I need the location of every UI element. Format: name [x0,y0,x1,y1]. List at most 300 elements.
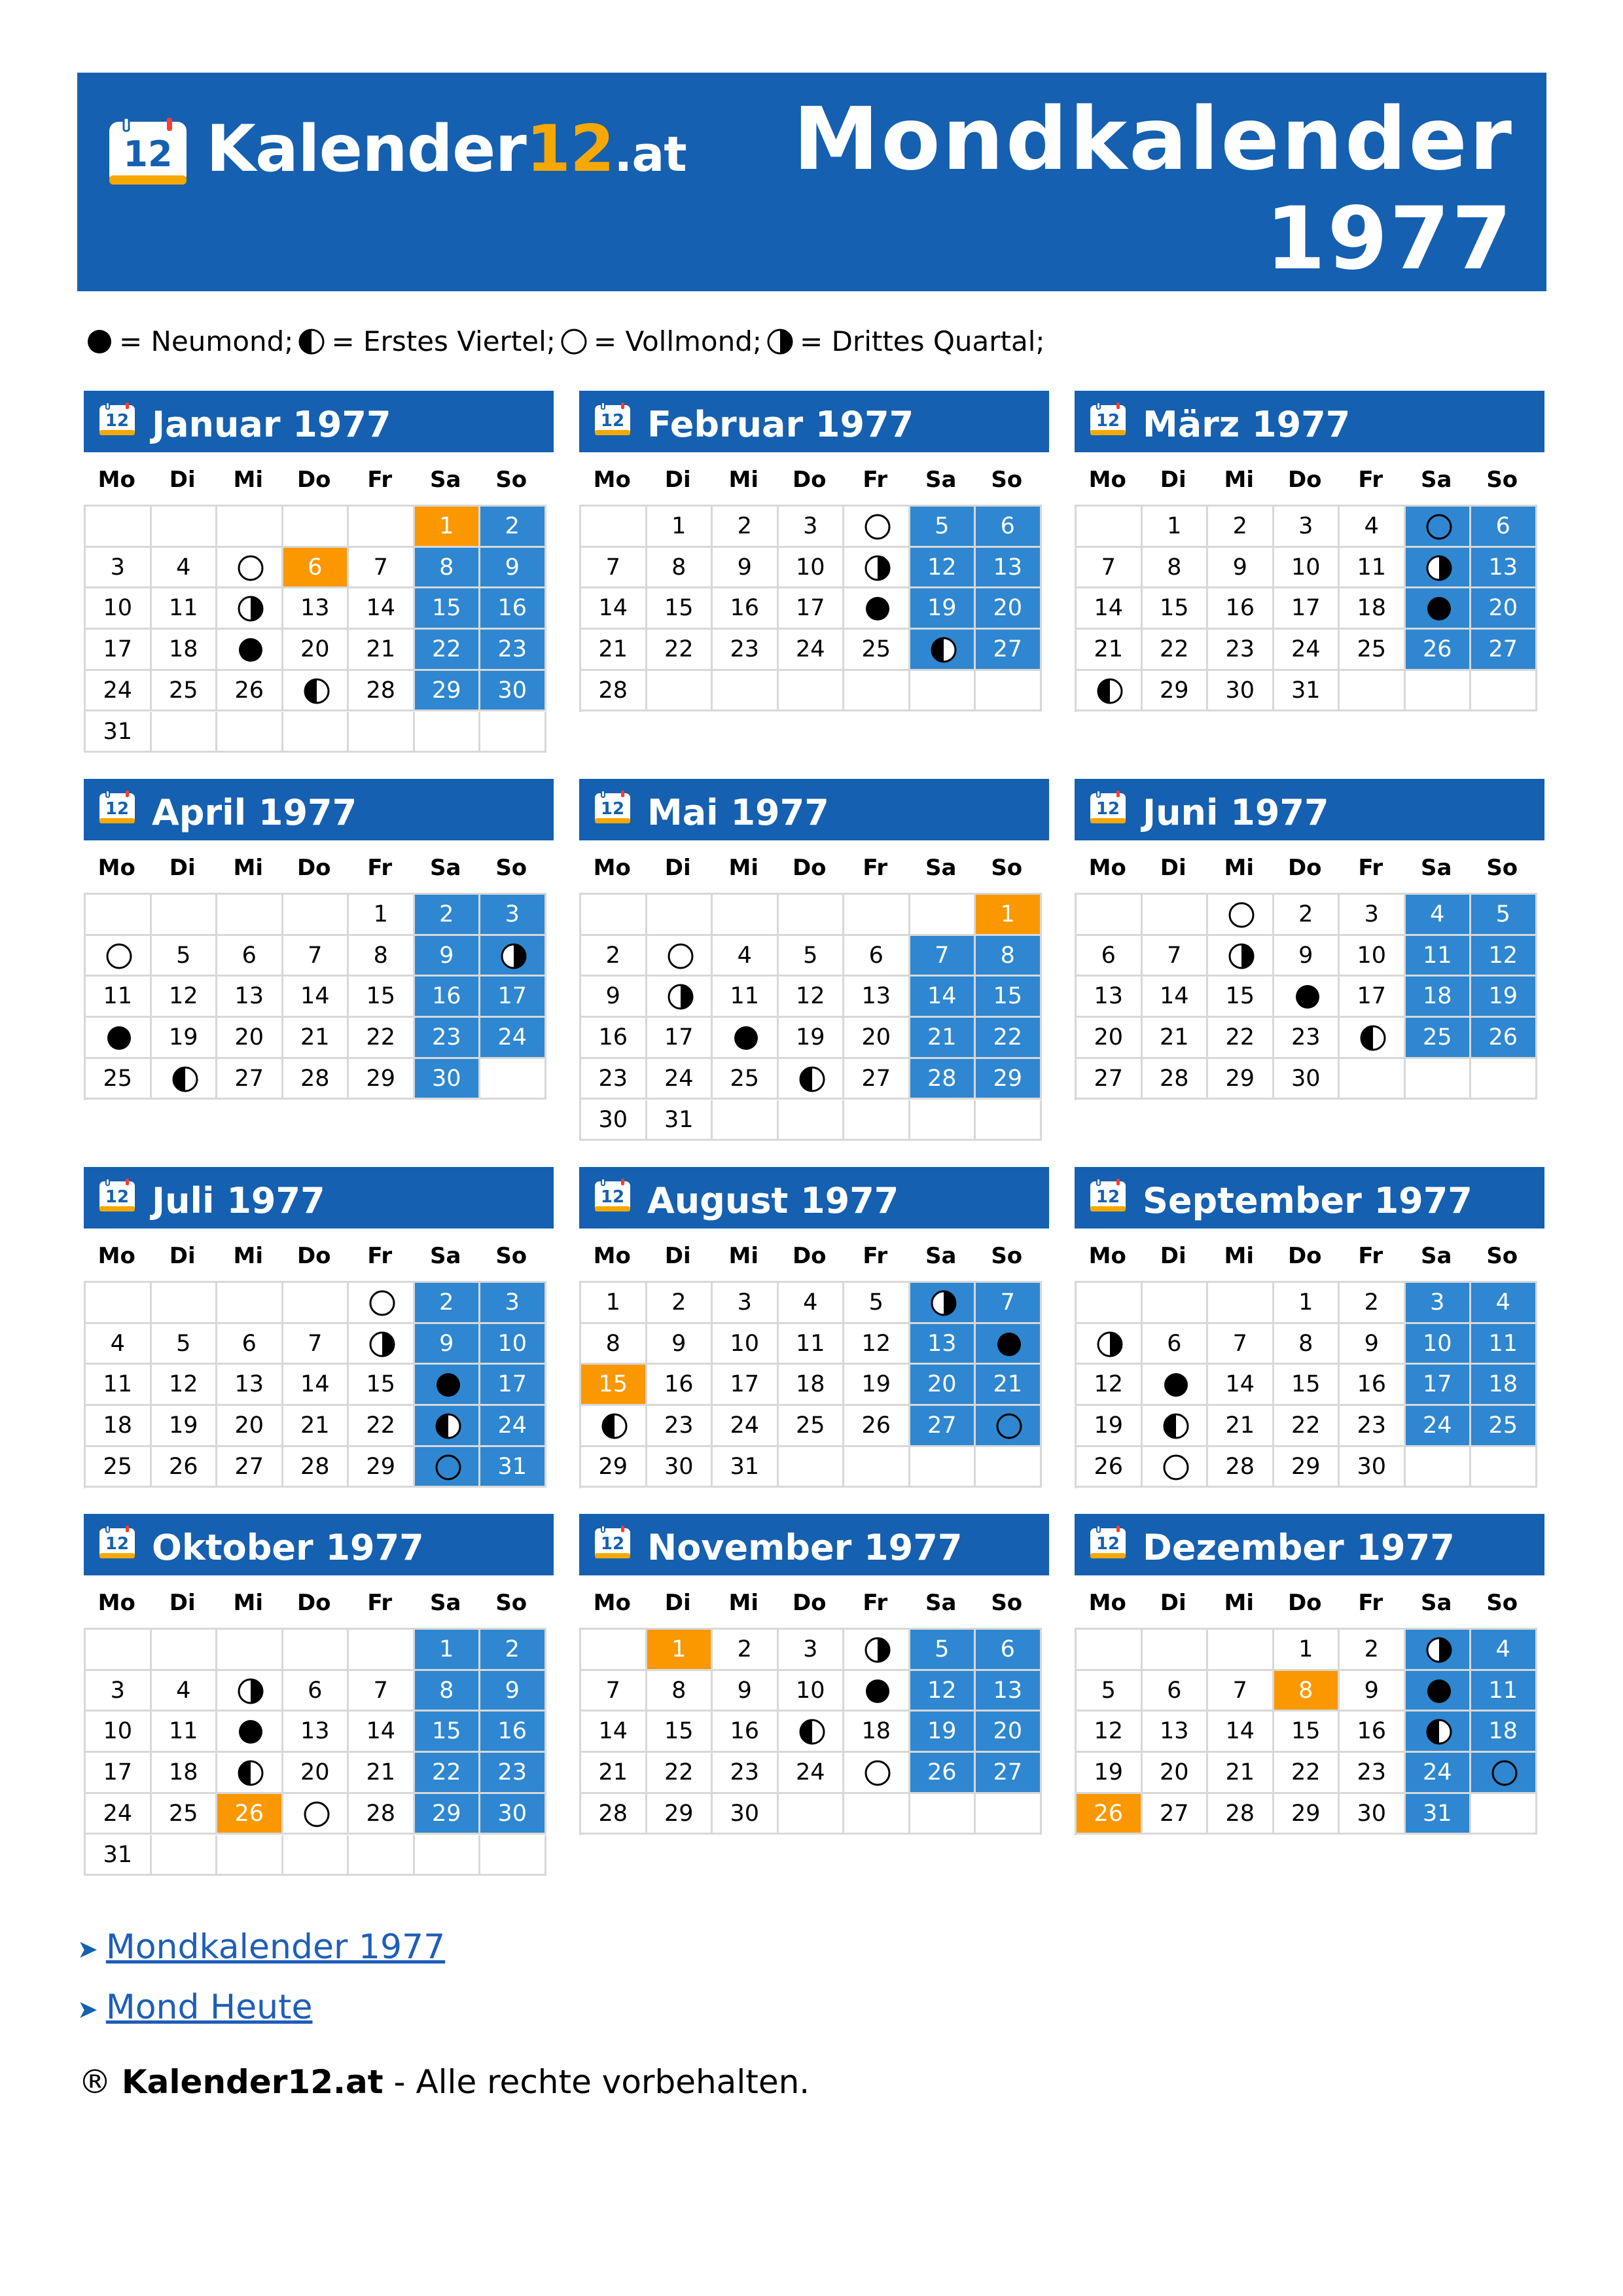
day-cell[interactable]: 6 [1143,1324,1209,1365]
day-cell[interactable] [283,671,349,712]
day-cell[interactable] [217,630,283,671]
day-cell[interactable]: 24 [86,1794,152,1835]
day-cell[interactable]: 4 [1471,1630,1537,1671]
day-cell[interactable]: 13 [1143,1712,1209,1753]
day-cell[interactable]: 11 [1471,1671,1537,1712]
day-cell[interactable]: 16 [415,977,481,1018]
day-cell[interactable]: 8 [1143,548,1209,589]
day-cell[interactable]: 21 [1208,1406,1274,1447]
day-cell[interactable] [713,1018,779,1059]
day-cell[interactable]: 23 [647,1406,713,1447]
day-cell[interactable]: 9 [1340,1671,1406,1712]
day-cell[interactable]: 3 [480,1283,546,1324]
day-cell[interactable]: 11 [86,1365,152,1406]
day-cell[interactable]: 26 [217,1794,283,1835]
day-cell[interactable]: 29 [647,1794,713,1835]
day-cell[interactable]: 12 [844,1324,910,1365]
day-cell[interactable]: 18 [152,1753,218,1794]
day-cell[interactable]: 27 [217,1447,283,1488]
day-cell[interactable]: 22 [647,1753,713,1794]
day-cell[interactable]: 19 [152,1406,218,1447]
day-cell[interactable]: 20 [976,1712,1042,1753]
day-cell[interactable]: 29 [1274,1447,1340,1488]
day-cell[interactable]: 2 [581,936,647,977]
day-cell[interactable]: 2 [1340,1283,1406,1324]
day-cell[interactable]: 27 [217,1059,283,1100]
day-cell[interactable]: 23 [581,1059,647,1100]
day-cell[interactable]: 31 [480,1447,546,1488]
day-cell[interactable]: 23 [1208,630,1274,671]
day-cell[interactable]: 1 [976,895,1042,936]
day-cell[interactable]: 31 [86,1835,152,1876]
day-cell[interactable]: 8 [976,936,1042,977]
day-cell[interactable]: 12 [1471,936,1537,977]
day-cell[interactable]: 20 [910,1365,976,1406]
day-cell[interactable]: 7 [1208,1324,1274,1365]
day-cell[interactable]: 7 [581,548,647,589]
day-cell[interactable] [283,1794,349,1835]
day-cell[interactable]: 30 [415,1059,481,1100]
day-cell[interactable]: 16 [480,588,546,630]
day-cell[interactable]: 12 [779,977,845,1018]
day-cell[interactable]: 17 [1274,588,1340,630]
day-cell[interactable]: 30 [647,1447,713,1488]
day-cell[interactable]: 17 [779,588,845,630]
day-cell[interactable] [415,1406,481,1447]
day-cell[interactable]: 18 [779,1365,845,1406]
day-cell[interactable]: 2 [713,507,779,548]
day-cell[interactable]: 5 [844,1283,910,1324]
day-cell[interactable]: 15 [647,588,713,630]
day-cell[interactable]: 15 [349,1365,415,1406]
day-cell[interactable]: 29 [1274,1794,1340,1835]
day-cell[interactable] [1406,548,1472,589]
day-cell[interactable]: 1 [647,507,713,548]
link-mond-heute[interactable] [77,1984,312,2032]
day-cell[interactable]: 12 [1077,1365,1143,1406]
day-cell[interactable]: 3 [779,507,845,548]
day-cell[interactable] [779,1059,845,1100]
day-cell[interactable]: 6 [976,507,1042,548]
day-cell[interactable]: 1 [415,1630,481,1671]
day-cell[interactable]: 25 [713,1059,779,1100]
day-cell[interactable]: 4 [152,548,218,589]
day-cell[interactable]: 4 [1471,1283,1537,1324]
day-cell[interactable]: 22 [1274,1406,1340,1447]
day-cell[interactable]: 27 [1471,630,1537,671]
day-cell[interactable] [1208,936,1274,977]
day-cell[interactable]: 7 [1077,548,1143,589]
day-cell[interactable]: 25 [844,630,910,671]
day-cell[interactable]: 7 [581,1671,647,1712]
day-cell[interactable]: 11 [779,1324,845,1365]
day-cell[interactable]: 14 [349,1712,415,1753]
day-cell[interactable]: 15 [647,1712,713,1753]
day-cell[interactable]: 24 [1274,630,1340,671]
day-cell[interactable] [152,1059,218,1100]
day-cell[interactable]: 15 [1274,1712,1340,1753]
day-cell[interactable]: 7 [976,1283,1042,1324]
day-cell[interactable]: 7 [283,936,349,977]
day-cell[interactable]: 2 [1208,507,1274,548]
day-cell[interactable] [976,1324,1042,1365]
day-cell[interactable]: 21 [910,1018,976,1059]
day-cell[interactable]: 14 [283,1365,349,1406]
day-cell[interactable]: 15 [349,977,415,1018]
day-cell[interactable]: 8 [647,548,713,589]
day-cell[interactable]: 20 [976,588,1042,630]
day-cell[interactable]: 6 [1471,507,1537,548]
day-cell[interactable]: 20 [1077,1018,1143,1059]
day-cell[interactable]: 10 [1274,548,1340,589]
day-cell[interactable]: 28 [349,1794,415,1835]
day-cell[interactable]: 7 [1208,1671,1274,1712]
day-cell[interactable]: 31 [86,712,152,753]
day-cell[interactable]: 17 [647,1018,713,1059]
day-cell[interactable]: 24 [779,1753,845,1794]
day-cell[interactable] [844,507,910,548]
day-cell[interactable] [844,1753,910,1794]
day-cell[interactable]: 3 [779,1630,845,1671]
day-cell[interactable]: 7 [283,1324,349,1365]
day-cell[interactable]: 12 [910,548,976,589]
day-cell[interactable]: 30 [1340,1447,1406,1488]
day-cell[interactable] [779,1712,845,1753]
day-cell[interactable]: 26 [1077,1794,1143,1835]
day-cell[interactable]: 6 [217,1324,283,1365]
day-cell[interactable]: 11 [1406,936,1472,977]
day-cell[interactable]: 13 [217,977,283,1018]
day-cell[interactable]: 3 [713,1283,779,1324]
day-cell[interactable]: 13 [844,977,910,1018]
day-cell[interactable]: 18 [1406,977,1472,1018]
day-cell[interactable] [1406,588,1472,630]
day-cell[interactable]: 1 [1274,1630,1340,1671]
day-cell[interactable]: 24 [647,1059,713,1100]
day-cell[interactable]: 1 [647,1630,713,1671]
day-cell[interactable]: 28 [581,1794,647,1835]
day-cell[interactable]: 1 [581,1283,647,1324]
day-cell[interactable]: 4 [779,1283,845,1324]
day-cell[interactable]: 5 [779,936,845,977]
day-cell[interactable]: 17 [86,630,152,671]
day-cell[interactable] [1406,1630,1472,1671]
day-cell[interactable]: 28 [283,1059,349,1100]
day-cell[interactable]: 2 [1340,1630,1406,1671]
link-mondkalender-text[interactable]: Mondkalender 1977 [105,1928,446,1967]
day-cell[interactable]: 25 [152,1794,218,1835]
day-cell[interactable]: 9 [1208,548,1274,589]
day-cell[interactable]: 15 [415,1712,481,1753]
day-cell[interactable]: 13 [217,1365,283,1406]
day-cell[interactable] [844,1671,910,1712]
day-cell[interactable]: 18 [86,1406,152,1447]
day-cell[interactable]: 8 [1274,1324,1340,1365]
day-cell[interactable]: 20 [283,1753,349,1794]
day-cell[interactable]: 20 [217,1406,283,1447]
site-logo[interactable] [107,110,687,188]
day-cell[interactable]: 27 [976,1753,1042,1794]
day-cell[interactable]: 23 [415,1018,481,1059]
day-cell[interactable]: 19 [910,588,976,630]
day-cell[interactable]: 8 [415,548,481,589]
day-cell[interactable]: 21 [1208,1753,1274,1794]
day-cell[interactable]: 27 [844,1059,910,1100]
day-cell[interactable]: 19 [779,1018,845,1059]
day-cell[interactable]: 29 [976,1059,1042,1100]
day-cell[interactable]: 25 [1340,630,1406,671]
day-cell[interactable]: 26 [1471,1018,1537,1059]
day-cell[interactable]: 25 [779,1406,845,1447]
day-cell[interactable]: 2 [1274,895,1340,936]
day-cell[interactable]: 31 [713,1447,779,1488]
day-cell[interactable]: 23 [713,630,779,671]
day-cell[interactable]: 13 [910,1324,976,1365]
day-cell[interactable]: 8 [647,1671,713,1712]
day-cell[interactable]: 27 [1143,1794,1209,1835]
day-cell[interactable]: 6 [217,936,283,977]
day-cell[interactable]: 11 [713,977,779,1018]
day-cell[interactable]: 20 [217,1018,283,1059]
day-cell[interactable]: 22 [976,1018,1042,1059]
day-cell[interactable]: 4 [1340,507,1406,548]
day-cell[interactable]: 25 [86,1447,152,1488]
day-cell[interactable]: 22 [1208,1018,1274,1059]
day-cell[interactable]: 8 [1274,1671,1340,1712]
day-cell[interactable]: 2 [647,1283,713,1324]
day-cell[interactable]: 30 [480,1794,546,1835]
day-cell[interactable]: 29 [581,1447,647,1488]
day-cell[interactable]: 25 [86,1059,152,1100]
day-cell[interactable] [1208,895,1274,936]
day-cell[interactable]: 5 [1077,1671,1143,1712]
day-cell[interactable]: 14 [1077,588,1143,630]
day-cell[interactable]: 12 [152,1365,218,1406]
day-cell[interactable]: 16 [1340,1712,1406,1753]
day-cell[interactable]: 20 [1471,588,1537,630]
day-cell[interactable]: 6 [283,548,349,589]
day-cell[interactable]: 14 [349,588,415,630]
day-cell[interactable]: 21 [283,1018,349,1059]
day-cell[interactable]: 28 [581,671,647,712]
day-cell[interactable]: 21 [283,1406,349,1447]
day-cell[interactable]: 24 [86,671,152,712]
day-cell[interactable] [647,936,713,977]
day-cell[interactable]: 24 [779,630,845,671]
day-cell[interactable]: 22 [1274,1753,1340,1794]
day-cell[interactable]: 26 [1077,1447,1143,1488]
day-cell[interactable]: 10 [86,1712,152,1753]
day-cell[interactable]: 10 [480,1324,546,1365]
day-cell[interactable]: 11 [1340,548,1406,589]
day-cell[interactable]: 26 [910,1753,976,1794]
day-cell[interactable] [1471,1753,1537,1794]
day-cell[interactable]: 16 [647,1365,713,1406]
day-cell[interactable]: 6 [283,1671,349,1712]
day-cell[interactable]: 9 [713,548,779,589]
day-cell[interactable]: 16 [480,1712,546,1753]
day-cell[interactable] [844,1630,910,1671]
day-cell[interactable]: 9 [480,548,546,589]
day-cell[interactable]: 31 [1274,671,1340,712]
day-cell[interactable] [844,548,910,589]
day-cell[interactable]: 2 [480,507,546,548]
day-cell[interactable]: 9 [647,1324,713,1365]
day-cell[interactable]: 13 [283,1712,349,1753]
day-cell[interactable]: 29 [1143,671,1209,712]
day-cell[interactable]: 9 [581,977,647,1018]
day-cell[interactable]: 26 [152,1447,218,1488]
day-cell[interactable] [86,1018,152,1059]
day-cell[interactable]: 21 [349,630,415,671]
day-cell[interactable] [480,936,546,977]
day-cell[interactable]: 4 [1406,895,1472,936]
day-cell[interactable]: 21 [581,1753,647,1794]
day-cell[interactable]: 30 [1340,1794,1406,1835]
day-cell[interactable]: 14 [581,1712,647,1753]
day-cell[interactable]: 19 [1077,1406,1143,1447]
link-mondkalender[interactable] [77,1924,445,1972]
day-cell[interactable]: 24 [1406,1406,1472,1447]
day-cell[interactable] [415,1365,481,1406]
day-cell[interactable]: 25 [1471,1406,1537,1447]
day-cell[interactable]: 28 [283,1447,349,1488]
day-cell[interactable]: 5 [910,1630,976,1671]
day-cell[interactable]: 27 [910,1406,976,1447]
day-cell[interactable]: 2 [480,1630,546,1671]
day-cell[interactable]: 13 [283,588,349,630]
day-cell[interactable]: 15 [581,1365,647,1406]
day-cell[interactable] [217,1712,283,1753]
day-cell[interactable]: 18 [844,1712,910,1753]
day-cell[interactable]: 22 [349,1406,415,1447]
day-cell[interactable]: 15 [976,977,1042,1018]
day-cell[interactable]: 21 [581,630,647,671]
day-cell[interactable]: 4 [152,1671,218,1712]
day-cell[interactable]: 23 [713,1753,779,1794]
day-cell[interactable]: 10 [779,548,845,589]
day-cell[interactable]: 30 [581,1100,647,1141]
day-cell[interactable]: 12 [1077,1712,1143,1753]
day-cell[interactable]: 9 [1340,1324,1406,1365]
day-cell[interactable] [910,1283,976,1324]
day-cell[interactable]: 3 [1406,1283,1472,1324]
day-cell[interactable]: 6 [976,1630,1042,1671]
day-cell[interactable]: 4 [86,1324,152,1365]
day-cell[interactable]: 25 [152,671,218,712]
day-cell[interactable]: 30 [480,671,546,712]
day-cell[interactable]: 10 [86,588,152,630]
day-cell[interactable]: 15 [1208,977,1274,1018]
day-cell[interactable]: 3 [1274,507,1340,548]
day-cell[interactable]: 22 [1143,630,1209,671]
day-cell[interactable] [844,588,910,630]
day-cell[interactable]: 11 [1471,1324,1537,1365]
day-cell[interactable]: 11 [152,588,218,630]
day-cell[interactable] [1274,977,1340,1018]
day-cell[interactable]: 14 [910,977,976,1018]
day-cell[interactable]: 19 [910,1712,976,1753]
day-cell[interactable]: 24 [1406,1753,1472,1794]
day-cell[interactable]: 3 [86,1671,152,1712]
day-cell[interactable] [217,548,283,589]
day-cell[interactable]: 19 [1471,977,1537,1018]
day-cell[interactable]: 21 [349,1753,415,1794]
day-cell[interactable]: 18 [1471,1712,1537,1753]
day-cell[interactable]: 6 [1077,936,1143,977]
day-cell[interactable] [1340,1018,1406,1059]
day-cell[interactable]: 23 [1274,1018,1340,1059]
day-cell[interactable]: 16 [1340,1365,1406,1406]
day-cell[interactable]: 21 [1143,1018,1209,1059]
day-cell[interactable]: 22 [415,630,481,671]
day-cell[interactable]: 26 [1406,630,1472,671]
day-cell[interactable]: 18 [1471,1365,1537,1406]
day-cell[interactable]: 17 [1340,977,1406,1018]
day-cell[interactable]: 30 [1274,1059,1340,1100]
day-cell[interactable]: 19 [844,1365,910,1406]
day-cell[interactable]: 17 [480,1365,546,1406]
day-cell[interactable]: 18 [152,630,218,671]
day-cell[interactable]: 25 [1406,1018,1472,1059]
day-cell[interactable]: 24 [480,1018,546,1059]
day-cell[interactable] [1143,1406,1209,1447]
day-cell[interactable]: 22 [349,1018,415,1059]
day-cell[interactable]: 19 [1077,1753,1143,1794]
day-cell[interactable] [349,1283,415,1324]
day-cell[interactable]: 31 [1406,1794,1472,1835]
day-cell[interactable]: 23 [1340,1753,1406,1794]
day-cell[interactable]: 11 [86,977,152,1018]
day-cell[interactable]: 9 [1274,936,1340,977]
day-cell[interactable]: 22 [415,1753,481,1794]
day-cell[interactable]: 17 [713,1365,779,1406]
day-cell[interactable]: 29 [415,671,481,712]
day-cell[interactable]: 14 [1208,1712,1274,1753]
day-cell[interactable]: 16 [713,588,779,630]
day-cell[interactable]: 3 [480,895,546,936]
day-cell[interactable] [1143,1447,1209,1488]
day-cell[interactable]: 12 [910,1671,976,1712]
day-cell[interactable]: 8 [581,1324,647,1365]
day-cell[interactable]: 16 [1208,588,1274,630]
day-cell[interactable] [1077,671,1143,712]
day-cell[interactable]: 5 [152,1324,218,1365]
day-cell[interactable]: 15 [415,588,481,630]
day-cell[interactable]: 21 [976,1365,1042,1406]
day-cell[interactable]: 28 [1208,1794,1274,1835]
day-cell[interactable]: 7 [349,1671,415,1712]
day-cell[interactable]: 8 [349,936,415,977]
day-cell[interactable]: 4 [713,936,779,977]
day-cell[interactable] [349,1324,415,1365]
day-cell[interactable] [1077,1324,1143,1365]
day-cell[interactable]: 11 [152,1712,218,1753]
day-cell[interactable]: 26 [844,1406,910,1447]
day-cell[interactable] [1143,1365,1209,1406]
day-cell[interactable]: 16 [713,1712,779,1753]
day-cell[interactable]: 29 [349,1059,415,1100]
day-cell[interactable]: 20 [1143,1753,1209,1794]
day-cell[interactable]: 26 [217,671,283,712]
day-cell[interactable]: 27 [976,630,1042,671]
day-cell[interactable]: 14 [1143,977,1209,1018]
day-cell[interactable] [217,1671,283,1712]
day-cell[interactable]: 15 [1143,588,1209,630]
day-cell[interactable]: 13 [976,548,1042,589]
day-cell[interactable]: 10 [1406,1324,1472,1365]
day-cell[interactable]: 13 [1471,548,1537,589]
